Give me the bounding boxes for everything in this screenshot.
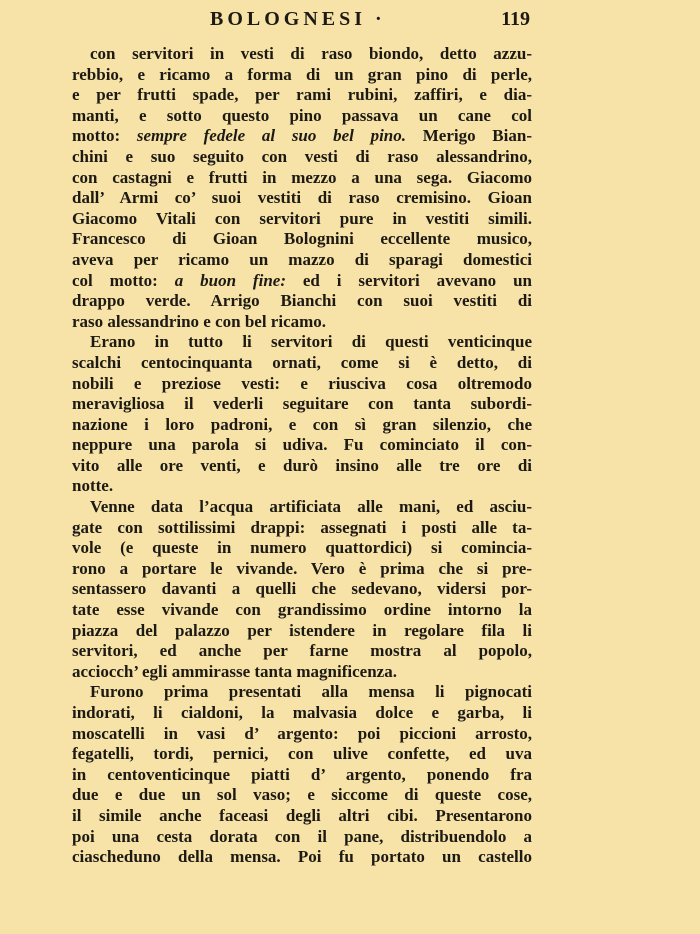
- text-line: aveva per ricamo un mazzo di sparagi domestici: [72, 249, 532, 269]
- page-number: 119: [501, 8, 530, 30]
- text-line: vole (e queste in numero quattordici) si comincia-: [72, 538, 532, 558]
- book-page: [60, 0, 540, 934]
- text-line: chini e suo seguito con vesti di raso alessandrino,: [72, 146, 532, 166]
- text-line: gate con sottilissimi drappi: assegnati i posti alle ta-: [72, 517, 532, 537]
- text-line: nobili e preziose vesti: e riusciva cosa oltremodo: [72, 373, 532, 393]
- text-line: scalchi centocinquanta ornati, come si è detto, di: [72, 352, 532, 372]
- text-line: con castagni e frutti in mezzo a una sega. Giacomo: [72, 167, 532, 187]
- text-line: Giacomo Vitali con servitori pure in vestiti simili.: [72, 208, 532, 228]
- text-line: meravigliosa il vederli seguitare con tanta subordi-: [72, 394, 532, 414]
- text-line: vito alle ore venti, e durò insino alle tre ore di: [72, 455, 532, 475]
- text-line: ciascheduno della mensa. Poi fu portato un castello: [72, 847, 532, 867]
- text-line: moscatelli in vasi d’ argento: poi piccioni arrosto,: [72, 723, 532, 743]
- text-line: drappo verde. Arrigo Bianchi con suoi vestiti di: [72, 291, 532, 311]
- text-line: rono a portare le vivande. Vero è prima che si pre-: [72, 558, 532, 578]
- text-line: Erano in tutto li servitori di questi venticinque: [90, 332, 532, 352]
- text-line: neppure una parola si udiva. Fu cominciato il con-: [72, 435, 532, 455]
- text-line: in centoventicinque piatti d’ argento, ponendo fra: [72, 764, 532, 784]
- paragraph: [72, 682, 532, 867]
- text-line: tate esse vivande con grandissimo ordine intorno la: [72, 600, 532, 620]
- text-line: notte.: [72, 476, 114, 496]
- text-line: raso alessandrino e con bel ricamo.: [72, 311, 327, 331]
- text-line: due e due un sol vaso; e siccome di queste cose,: [72, 785, 532, 805]
- text-line: sentassero davanti a quelli che sedevano, vidersi por-: [72, 579, 532, 599]
- text-line: Francesco di Gioan Bolognini eccellente musico,: [72, 229, 532, 249]
- paragraph: [72, 497, 532, 682]
- text-line: fegatelli, tordi, pernici, con ulive confette, ed uva: [72, 744, 532, 764]
- text-line: servitori, ed anche per farne mostra al popolo,: [72, 641, 532, 661]
- italic-motto: sempre fedele al suo bel pino.: [136, 126, 407, 146]
- text-line: con servitori in vesti di raso biondo, detto azzu-: [90, 44, 532, 63]
- paragraph: [72, 44, 532, 332]
- italic-motto: a buon fine:: [174, 270, 286, 290]
- text-line: indorati, li cialdoni, la malvasia dolce e garba, li: [72, 703, 532, 722]
- text-line: piazza del palazzo per istendere in regolare fila li: [72, 620, 532, 640]
- text-line: nazione i loro padroni, e con sì gran silenzio, che: [72, 414, 532, 434]
- text-line: poi una cesta dorata con il pane, distribuendolo a: [72, 826, 532, 846]
- text-line: motto: sempre fedele al suo bel pino. Merigo Bian-: [72, 126, 532, 146]
- text-line: rebbio, e ricamo a forma di un gran pino di perle,: [72, 64, 532, 84]
- text-line: manti, e sotto questo pino passava un cane col: [72, 105, 532, 125]
- text-line: col motto: a buon fine: ed i servitori avevano un: [72, 270, 532, 290]
- text-line: acciocch’ egli ammirasse tanta magnificenza.: [72, 661, 397, 681]
- text-line: e per frutti spade, per rami rubini, zaffiri, e dia-: [72, 85, 532, 105]
- text-line: Venne data l’acqua artificiata alle mani, ed asciu-: [90, 497, 532, 517]
- running-title: BOLOGNESI ·: [210, 8, 386, 30]
- body-text: [72, 44, 532, 868]
- text-line: il simile anche faceasi degli altri cibi. Presentarono: [72, 805, 532, 825]
- text-line: Furono prima presentati alla mensa li pignocati: [90, 682, 532, 702]
- page-header: [60, 8, 540, 36]
- text-line: dall’ Armi co’ suoi vestiti di raso cremisino. Gioan: [72, 188, 532, 208]
- paragraph: [72, 332, 532, 497]
